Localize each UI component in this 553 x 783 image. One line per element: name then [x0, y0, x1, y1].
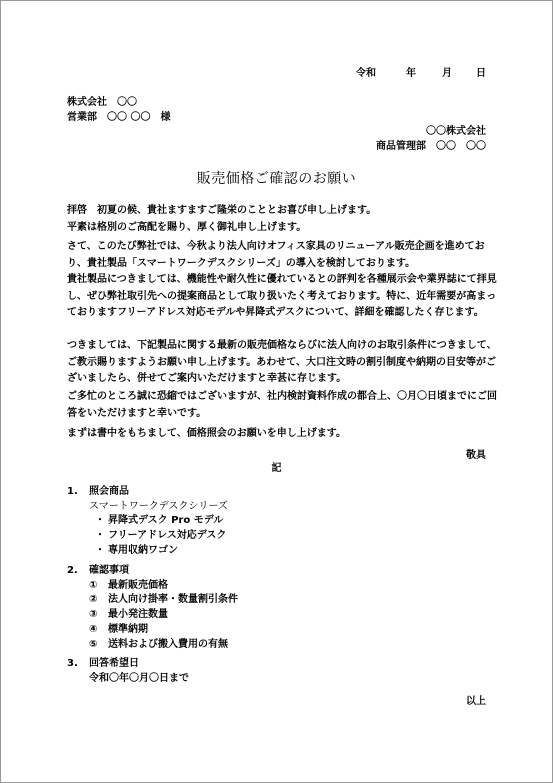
greeting-paragraph [67, 203, 497, 236]
list-item: ① 最新販売価格 [89, 579, 168, 591]
section-label: 確認事項 [89, 565, 129, 576]
date-year: 年 [406, 68, 416, 79]
date-day: 日 [476, 68, 486, 79]
closing-keigu: 敬具 [466, 450, 486, 461]
item-section-3 [67, 657, 189, 686]
item-section-1 [67, 485, 228, 559]
body-paragraph-2: 貴社製品につきましては、機能性や耐久性に優れているとの評判を各種展示会や業界誌にて拝見し、ぜひ弊社取引先への提案商品として取り扱いたく考えております。特に、近年需要が高まっておりますフリーアドレス対応モデルや昇降式デスクについて、詳細を確認したく存じます。 [67, 274, 497, 318]
item-section-2 [67, 564, 238, 652]
list-item: ② 法人向け掛率・数量割引条件 [89, 594, 238, 606]
date-month: 月 [442, 68, 452, 79]
section-label: 照会商品 [89, 486, 129, 497]
sender-dept: 商品管理部 〇〇 〇〇 [376, 141, 486, 152]
recipient-dept: 営業部 〇〇 〇〇 様 [67, 112, 171, 123]
closing-ijo: 以上 [466, 696, 486, 707]
list-item: ・ 昇降式デスク Pro モデル [95, 515, 224, 527]
section-number: 3. [67, 658, 78, 669]
date-era: 令和 [356, 68, 376, 79]
list-item: ・ フリーアドレス対応デスク [95, 530, 227, 542]
greeting-line-1: 拝啓 初夏の候、貴社ますますご隆栄のこととお喜び申し上げます。 [67, 205, 377, 216]
reply-date: 令和〇年〇月〇日まで [89, 672, 189, 684]
list-item: ⑤ 送料および搬入費用の有無 [89, 638, 228, 650]
body-paragraph-3: つきましては、下記製品に関する最新の販売価格ならびに法人向けのお取引条件につきまして、ご教示賜りますようお願い申し上げます。あわせて、大口注文時の割引制度や納期の目安等がございましたら、併せてご案内いただけますと幸甚に存じます。 [67, 340, 497, 384]
body-paragraph-1: さて、このたび弊社では、今秋より法人向けオフィス家具のリニューアル販売企画を進めており、貴社製品「スマートワークデスクシリーズ」の導入を検討しております。 [67, 241, 485, 269]
body-paragraph-5: まずは書中をもちまして、価格照会のお願いを申し上げます。 [67, 428, 346, 439]
section-number: 2. [67, 565, 78, 576]
section-label: 回答希望日 [89, 658, 139, 669]
ki-heading: 記 [271, 463, 282, 474]
body-paragraph-4: ご多忙のところ誠に恐縮ではございますが、社内検討資料作成の都合上、〇月〇日頃までにご回答をいただけますと幸いです。 [67, 391, 497, 419]
recipient-company: 株式会社 〇〇 [67, 97, 137, 108]
page-title: 販売価格ご確認のお願い [196, 171, 357, 187]
list-item: ③ 最小発注数量 [89, 609, 168, 621]
sender-company: 〇〇株式会社 [426, 126, 486, 137]
greeting-line-2: 平素は格別のご高配を賜り、厚く御礼申し上げます。 [67, 221, 307, 233]
date-line [356, 67, 486, 81]
list-item: ・ 専用収納ワゴン [95, 544, 178, 556]
list-item: ④ 標準納期 [89, 623, 148, 635]
product-series: スマートワークデスクシリーズ [89, 500, 228, 512]
section-number: 1. [67, 486, 78, 497]
